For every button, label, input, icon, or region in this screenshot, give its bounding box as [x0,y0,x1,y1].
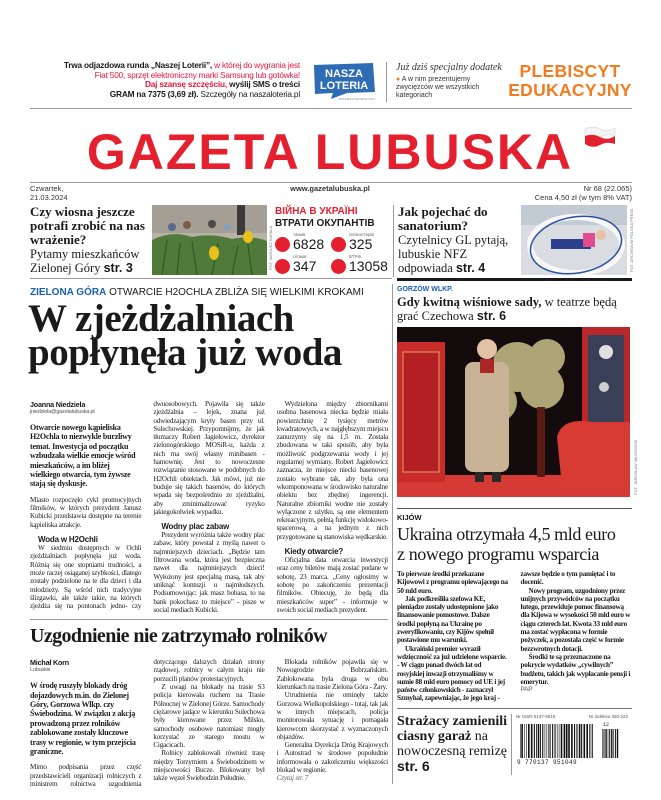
masthead-title: GAZETA LUBUSKA [86,124,574,180]
paragraph: Oficjalna data otwarcia inwestycji oraz ceny biletów mają zostać podane w sobotę, 23 marca. „Ceny ogłosimy w sobotę po zakończeniu prezentacji filmików. Obiecuję, że będą dla mieszkańców super” - informuje w swoich social mediach prezydent. [276,556,388,614]
paragraph: Nowy program, uzgodniony przez unijnych przywódców na początku lutego, przewiduje pomoc finansową dla Kijowa w wysokości 50 mld euro w ciągu czterech lat. Kwota 33 mld euro ma zostać wypłacona w formie pożyczek, a pozostała część w formie bezzwrotnych dotacji. [520,586,631,653]
theatre-photo [397,327,630,497]
date-block [30,184,68,202]
kicker-text: OTWARCIE H2OCHLA ZBLIŻA SIĘ WIELKIMI KROKAMI [106,287,364,298]
left-column [30,400,388,788]
photo-credit: FOT. MARIUSZ KAPAŁA [268,225,273,270]
barcode-bar [617,729,618,758]
bullet-icon: ● [396,76,401,83]
barcode-bar [584,724,586,758]
stat-tanks [275,230,333,252]
paragraph: W siedmiu dostępnych w Ochli zjeżdżalniach popłynęła już woda. Różnią się one stopniami trudności, a może raczej osiąganej szybkości, dlatego zostały podzielone na te dla dzieci i dla młodzieży. Są wśród nich tradycyjne ślizgawki, ale także takie, na których zjeżdża się na pontonach jedno- czy dwuosobowych. Pojawiła się także zjeżdżalnia – lejek, znana już odwiedzającym kryty basen przy ul. Sulechowskiej. Przypomnijmy, że jak tłumaczy Robert Jagiełowicz, dyrektor zielonogórskiego MOSiR-u, każda z nich ma swój własny minibasen - hamownię. Jest to nowoczesne rozwiązanie stosowane w podobnych do H2Ochli obiektach. Jak mówi, już nie buduje się takich basenów, do których wpada się bezpośrednio ze zjeżdżalni, aby zminimalizować ryzyko jakiegokolwiek wypadku. [30,400,265,611]
page-ref: str. 3 [103,261,133,275]
stat-label: БТРів [349,254,361,259]
ukraine-headline[interactable] [397,524,632,564]
war-title: ВІЙНА В УКРАЇНІ [275,206,358,217]
paragraph: Blokada rolników pojawiła się w Nowogrodzie Bobrzańskim. Zablokowana była droga w obu kierunkach na trasie Zielona Góra - Żary. [276,658,388,692]
polish-flag-icon [583,125,617,147]
barcode-bar [566,724,568,758]
svg-text:MATERIAŁ PROMOCYJNY: MATERIAŁ PROMOCYJNY [338,97,376,101]
barcode-bar [545,724,546,758]
subheading: Wodny plac zabaw [161,522,230,532]
barcode-bar [528,724,530,758]
promo-text: wyślij SMS o treści [226,79,300,90]
paragraph: Środki te są przeznaczone na pokrycie wydatków „cywilnych” budżetu, takich jak wypłacanie pensji i emerytur. [520,652,631,686]
headline-line: popłynęła już woda [28,331,342,374]
headline-bold: Strażacy zamienili ciasny garaż [397,713,508,744]
stat-helicopters [331,230,389,252]
region: Lubuskie [30,667,51,674]
apc-icon [331,259,346,274]
headline-line: z nowego programu wsparcia [397,544,600,564]
stat-apcs [331,252,389,274]
barcode-bar [609,729,610,758]
barcode-bar [564,724,566,758]
headline-line: W zjeżdżalniach [28,297,294,340]
kicker-place: ZIELONA GÓRA [30,287,107,298]
divider [30,619,388,620]
paragraph: Utrudnienia nie ominęły także Gorzowa Wielkopolskiego - tutaj, tak jak w innych miejscach, policja monitorowała sytuację i pomagała kierowcom skorzystać z wyznaczonych objazdów. [276,691,388,741]
article-lead: W środę ruszyły blokady dróg dojazdowych m.in. do Zielonej Góry, Gorzowa Wlkp. czy Świebodzina. W związku z akcją prowadzoną przez rolników zablokowane zostały kluczowe trasy w regionie, w tym przejścia graniczne. [30,681,136,756]
divider [397,278,632,281]
promo-text: Trwa odjazdowa runda „Naszej Loterii”, [63,60,213,70]
theatre-headline[interactable] [397,295,632,323]
promo-text: GRAM na 7375 (3,69 zł). [109,88,199,99]
war-losses-box[interactable] [275,206,390,274]
paragraph: To pierwsze środki przekazane Kijowowi z programu opiewającego na 50 mld euro. [397,570,508,595]
barcode-bar [547,724,548,758]
barcode-bar [608,729,609,758]
supplement-bullet [396,76,504,100]
barcode-bar [536,724,537,758]
photo-credit: FOT. ARCHIWUM POLSKA PRESS [629,208,634,272]
barcode-bar [540,724,541,758]
divider [30,278,392,279]
teaser-spring[interactable] [30,205,150,275]
main-article-body [30,400,388,614]
paragraph: Rolnicy zablokowali również trasę między Torzymiem a Świebodzinem w miejscowości Bucze. Blokowany był także węzeł Świebodzin Południe. [153,749,265,783]
divider [392,284,393,784]
barcode-bar [586,724,588,758]
subheading: Woda w H2Ochli [38,535,98,545]
barcode-bar [574,724,575,758]
continued-link[interactable]: Czytaj str. 7 [276,774,309,783]
teaser-sanatorium[interactable] [398,205,518,275]
headline-bold: Gdy kwitną wiśniowe sady, [397,295,542,309]
paragraph: Wydzielona między zbiornikami osobna basenowa niecka będzie miała powierzchnię 2 tysięcy metrów kwadratowych, a w najgłębszym miejscu zanurzymy się na 1,5 m. Została zbudowana w taki sposób, aby była możliwość podgrzewania wody i jej regularnej wymiany. Robert Jagiełowicz zaznacza, że miejsce niecki basenowej zostało wybrane tak, aby była ona wkomponowana w środowisko naturalne obiektu bez zbędnej ingerencji. Naturalne zbiorniki wodne nie zostały wyłączone z użytku, są one elementem rekreacyjnym, pełnią funkcję widokowo-spacerową, a na jednym z nich przygotowane są stanowiska wędkarskie. [276,400,388,541]
main-headline[interactable] [28,297,390,374]
divider [511,714,512,775]
barcode-bar [571,724,573,758]
plebiscyt-line1: PLEBISCYT [519,61,621,81]
issue-date: 21.03.2024 [30,193,68,202]
barcode-bar [561,724,563,758]
divider [397,508,632,509]
author-name: Michał Korn [30,658,69,668]
stat-label: танків [293,232,306,237]
barcode-bar [604,729,605,758]
headline-rest: na nowoczesną remizę [397,728,507,759]
news-source: PAP [520,686,533,694]
stat-value: 6828 [293,236,325,252]
farmers-article-body [30,658,388,788]
daffodils-photo [152,205,267,275]
barcode-bar [526,724,527,758]
svg-text:NASZA: NASZA [325,68,363,80]
subheading: Kiedy otwarcie? [284,547,344,557]
barcode-bar [611,729,612,758]
supplement-bullet-text: A w nim prezentujemy zwycięzców we wszystkich kategoriach [396,76,480,99]
headline-line: Ukraina otrzymała 4,5 mld euro [397,524,616,544]
barcode-bar [605,729,606,758]
promo-text: Daj szansę szczęściu, [144,79,227,90]
plebiscyt-title[interactable] [505,62,635,100]
barcode-addon: 12 [603,721,610,728]
war-subtitle: ВТРАТИ ОКУПАНТІВ [275,218,375,229]
paragraph: Mimo podpisania przez część przedstawicieli organizacji rolniczych z ministrem rolnictwa uzgodnienia dotyczącego dalszych działań strony rządowej, rolnicy w całym kraju nie porzucili planów protestacyjnych. [30,658,265,788]
issue-info [480,184,632,202]
photo-credit: FOT. JAROSŁAW MIŁKOWSKI [633,439,638,495]
barcode-bar [559,724,560,758]
page-ref: str. 6 [397,757,430,774]
barcode-bar [579,724,581,758]
sanatorium-photo [521,205,627,275]
issn: Nr ISSN 0137-9518 [516,713,556,719]
page-ref: str. 4 [455,261,486,275]
helicopter-icon [331,237,346,252]
divider [30,182,632,183]
divider [393,205,394,277]
stat-label: гелікоптерів [349,232,374,237]
teaser-firefighters[interactable] [397,714,511,775]
stat-value: 13058 [349,258,388,274]
ukraine-article-body [397,570,632,703]
tank-icon [275,237,290,252]
article-lead: Otwarcie nowego kąpieliska H2Ochla to niezwykle burzliwy temat. Inwestycja od początku wzbudzała wielkie emocje wśród mieszkańców, a im bliżej wielkiego otwarcia, tym żywsze stają się dyskusje. [30,423,136,489]
barcode-bar [589,724,590,758]
barcode-bar [613,729,614,758]
barcode-bar [531,724,533,758]
barcode-block [516,714,632,770]
barcode-bar [555,724,556,758]
divider [30,108,632,109]
paragraph: Z uwagi na blokady na trasie S3 policja kierowała ruchem na Trasie Północnej w Zielonej Górze. Samochody ciężarowe jadące w kierunku Sulechowa były kierowane przez Milsko, samochody osobowe natomiast mogły korzystać ze starego mostu w Cigacicach. [153,683,265,750]
supplement-intro: Już dziś specjalny dodatek [396,62,502,73]
website-link[interactable]: www.gazetalubuska.pl [290,184,370,193]
teaser-headline: Czy wiosna jeszcze potrafi zrobić na nas wrażenie? [30,204,145,247]
svg-text:LOTERIA: LOTERIA [319,80,369,92]
stat-planes [275,252,333,274]
theatre-kicker: GORZÓW WLKP. [397,286,453,293]
teaser-headline: Jak pojechać do sanatorium? [398,204,488,233]
teaser-sub: Pytamy mieszkańców Zielonej Góry [30,247,140,275]
promo-text: Szczegóły na naszaloteria.pl [198,88,300,99]
farmers-headline[interactable]: Uzgodnienie nie zatrzymało rolników [30,625,327,648]
barcode-bar [524,724,525,758]
bottom-right-row [397,708,632,775]
paragraph: Jak podkreśliła szefowa KE, pieniądze zostały udostępnione jako finansowanie pomostowe. Dalsze środki popłyną na Ukrainę po zweryfikowaniu, czy Kijów spełnił postawione mu warunki. [397,594,499,645]
right-column [397,508,632,775]
barcode-bar [534,724,535,758]
barcode-bar [557,724,558,758]
promo-text: Fiat 500, sprzęt elektroniczny marki Samsung lub gotówka! [94,69,300,80]
stat-value: 325 [349,236,373,252]
paragraph: Generalna Dyrekcja Dróg Krajowych i Autostrad w środowe popołudnie informowała o zakończeniu większości blokad w regionie. [276,741,388,774]
barcode-bar [542,724,543,758]
nasza-loteria-logo [311,62,377,102]
plane-icon [275,259,290,274]
barcode-bar [592,724,593,758]
barcode-bar [548,724,549,758]
barcode-bar [538,724,539,758]
author-name: Joanna Niedziela [30,400,86,409]
plebiscyt-line2: EDUKACYJNY [508,80,632,100]
headline-rest: w teatrze będą grać Czechowa [397,295,617,323]
lottery-promo [30,61,300,99]
issue-number: Nr 68 (22.065) [583,184,632,193]
paragraph: Prezydent wyróżnia także wodny plac zabaw, który powstał z myślą nawet o najmniejszych dzieciach. „Będzie tam filtrowana woda, która jest bezpieczna nawet dla najmniejszych dzieci! Wyłożony jest specjalną masą, tak aby uniknąć kontuzji u najmłodszych. Podsumowując: jak masz bobasa, to na bank pokochasz to miejsce” - pisze w social mediach Kubicki. [153,531,265,614]
barcode-bar [520,724,521,758]
barcode-bar [581,724,582,758]
weekday: Czwartek, [30,184,64,193]
barcode-bar [568,724,570,758]
barcode-bar [602,729,603,758]
barcode-digits: 9 770137 951049 [517,758,578,766]
barcode-bar [521,724,523,758]
author-email[interactable]: jniedziela@gazetalubuska.pl [30,409,95,415]
stat-value: 347 [293,258,317,274]
teaser-sub: Czytelnicy GL pytają, lubuskie NFZ odpowiada [398,233,509,275]
paragraph: Miasto rozpoczęło cykl promocyjnych filmików, w których prezydent Janusz Kubicki przedstawia dostępne na terenie kąpieliska atrakcje. [30,495,142,529]
barcode-bar [615,729,616,758]
page-ref: str. 6 [476,309,507,323]
price: Cena 4,50 zł (w tym 8% VAT) [534,193,632,202]
barcode-bar [552,724,553,758]
barcode-bar [550,724,551,758]
ukraine-kicker: KIJÓW [397,513,422,522]
index-number: Nr indeksu 350-222 [588,713,628,719]
divider [386,62,387,102]
paragraph: Ukraiński premier wyraził wdzięczność za już udzielone wsparcie. - W ciągu ponad dwóch lat od rosyjskiej inwazji otrzymaliśmy w sumie 88 mld euro pomocy od UE i jej państw członkowskich - zaznaczył Szmyhal, zapewniając, że jego kraj - zawsze będzie o tym pamiętać i to docenić. [397,570,616,703]
promo-text: w której do wygrania jest [212,60,300,70]
stat-label: літаків [293,254,307,259]
barcode-bar [576,724,577,758]
